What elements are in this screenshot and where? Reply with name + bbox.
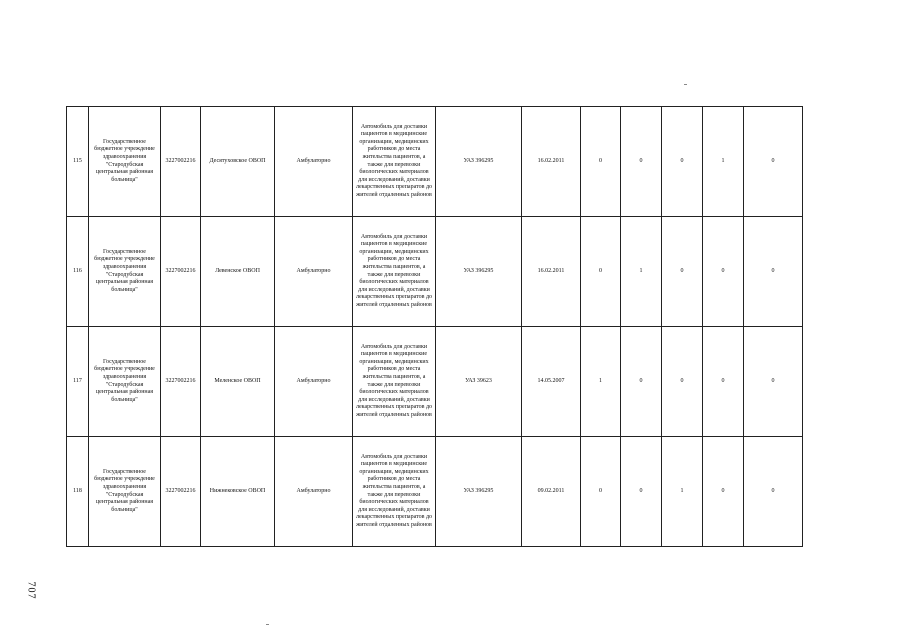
value-col-4: 1 bbox=[703, 107, 744, 217]
care-type: Амбулаторно bbox=[275, 437, 353, 547]
care-type: Амбулаторно bbox=[275, 217, 353, 327]
vehicle-model: УАЗ 396295 bbox=[436, 217, 522, 327]
row-number: 116 bbox=[67, 217, 89, 327]
value-col-3: 0 bbox=[662, 327, 703, 437]
vehicle-purpose: Автомобиль для доставки пациентов в медицинские организации, медицинских работников до места жительства пациентов, а также для перевозки биологических материалов для исследований, доставки лекарственных препаратов до жителей отдаленных районов bbox=[353, 437, 436, 547]
value-col-5: 0 bbox=[744, 437, 803, 547]
organization-name: Государственное бюджетное учреждение здравоохранения "Стародубская центральная районная больница" bbox=[89, 327, 161, 437]
division-name: Меленское ОВОП bbox=[201, 327, 275, 437]
row-number: 118 bbox=[67, 437, 89, 547]
vehicle-model: УАЗ 396295 bbox=[436, 437, 522, 547]
registration-date: 16.02.2011 bbox=[522, 217, 581, 327]
registration-date: 16.02.2011 bbox=[522, 107, 581, 217]
vehicle-model: УАЗ 396295 bbox=[436, 107, 522, 217]
row-number: 115 bbox=[67, 107, 89, 217]
value-col-1: 0 bbox=[581, 217, 621, 327]
value-col-1: 0 bbox=[581, 437, 621, 547]
value-col-1: 1 bbox=[581, 327, 621, 437]
scan-speck bbox=[684, 84, 687, 85]
division-name: Десятуховское ОВОП bbox=[201, 107, 275, 217]
value-col-5: 0 bbox=[744, 327, 803, 437]
value-col-2: 0 bbox=[621, 437, 662, 547]
inn-code: 3227002216 bbox=[161, 107, 201, 217]
page-number: 707 bbox=[25, 581, 37, 600]
care-type: Амбулаторно bbox=[275, 107, 353, 217]
value-col-3: 1 bbox=[662, 437, 703, 547]
value-col-5: 0 bbox=[744, 217, 803, 327]
inn-code: 3227002216 bbox=[161, 217, 201, 327]
inn-code: 3227002216 bbox=[161, 327, 201, 437]
row-number: 117 bbox=[67, 327, 89, 437]
inn-code: 3227002216 bbox=[161, 437, 201, 547]
value-col-2: 0 bbox=[621, 107, 662, 217]
table-body bbox=[67, 107, 803, 547]
value-col-1: 0 bbox=[581, 107, 621, 217]
value-col-4: 0 bbox=[703, 327, 744, 437]
vehicle-model: УАЗ 39623 bbox=[436, 327, 522, 437]
vehicle-table bbox=[66, 106, 803, 547]
organization-name: Государственное бюджетное учреждение здравоохранения "Стародубская центральная районная больница" bbox=[89, 107, 161, 217]
value-col-2: 1 bbox=[621, 217, 662, 327]
division-name: Левенское ОВОП bbox=[201, 217, 275, 327]
vehicle-purpose: Автомобиль для доставки пациентов в медицинские организации, медицинских работников до места жительства пациентов, а также для перевозки биологических материалов для исследований, доставки лекарственных препаратов до жителей отдаленных районов bbox=[353, 107, 436, 217]
value-col-2: 0 bbox=[621, 327, 662, 437]
scan-speck bbox=[266, 624, 269, 625]
division-name: Нижнековское ОВОП bbox=[201, 437, 275, 547]
value-col-5: 0 bbox=[744, 107, 803, 217]
vehicle-purpose: Автомобиль для доставки пациентов в медицинские организации, медицинских работников до места жительства пациентов, а также для перевозки биологических материалов для исследований, доставки лекарственных препаратов до жителей отдаленных районов bbox=[353, 327, 436, 437]
value-col-4: 0 bbox=[703, 217, 744, 327]
value-col-3: 0 bbox=[662, 217, 703, 327]
registration-date: 14.05.2007 bbox=[522, 327, 581, 437]
organization-name: Государственное бюджетное учреждение здравоохранения "Стародубская центральная районная больница" bbox=[89, 437, 161, 547]
table-row bbox=[67, 437, 803, 547]
registration-date: 09.02.2011 bbox=[522, 437, 581, 547]
vehicle-purpose: Автомобиль для доставки пациентов в медицинские организации, медицинских работников до места жительства пациентов, а также для перевозки биологических материалов для исследований, доставки лекарственных препаратов до жителей отдаленных районов bbox=[353, 217, 436, 327]
table-row bbox=[67, 217, 803, 327]
table-row bbox=[67, 107, 803, 217]
organization-name: Государственное бюджетное учреждение здравоохранения "Стародубская центральная районная больница" bbox=[89, 217, 161, 327]
value-col-4: 0 bbox=[703, 437, 744, 547]
table-row bbox=[67, 327, 803, 437]
care-type: Амбулаторно bbox=[275, 327, 353, 437]
value-col-3: 0 bbox=[662, 107, 703, 217]
